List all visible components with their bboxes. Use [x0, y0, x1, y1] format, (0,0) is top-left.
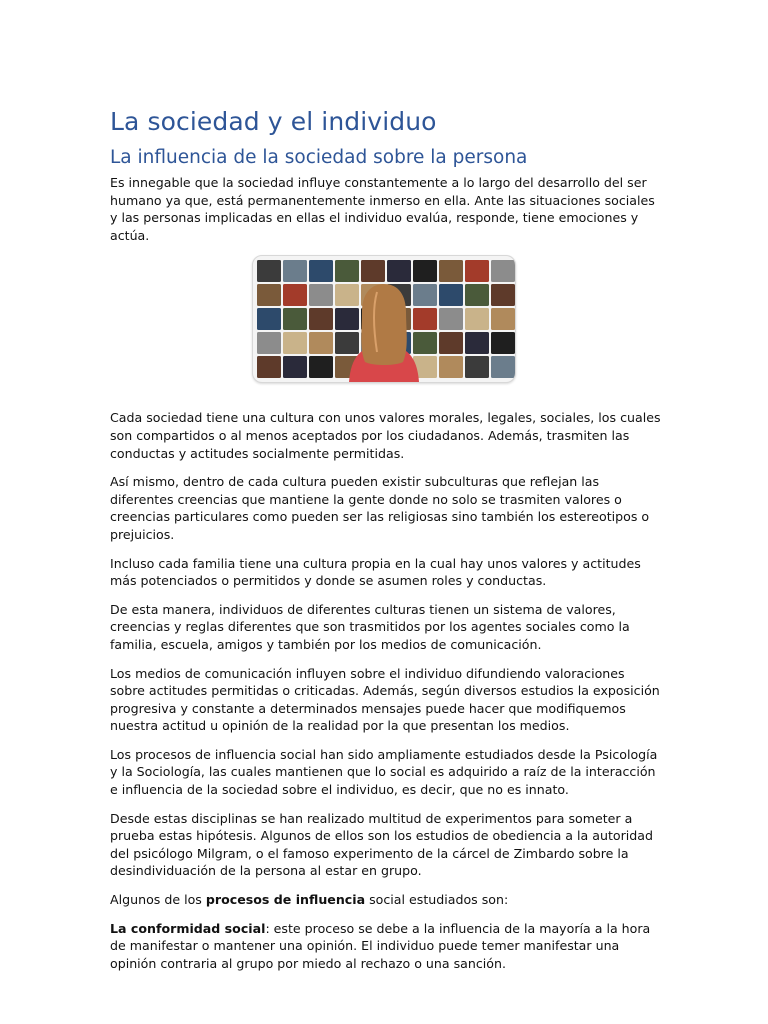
photo-tile: [335, 284, 359, 306]
processes-intro-paragraph: [110, 891, 662, 909]
photo-tile: [257, 260, 281, 282]
photo-tile: [465, 284, 489, 306]
body-paragraph: Los medios de comunicación influyen sobre el individuo difundiendo valoraciones sobre actitudes permitidas o criticadas. Además, según diversos estudios la exposición progresiva y constante a determinados mensajes puede hacer que modifiquemos nuestra actitud u opinión de la realidad por la que presentan los medios.: [110, 665, 660, 734]
photo-tile: [283, 284, 307, 306]
photo-tile: [309, 356, 333, 378]
photo-tile: [283, 260, 307, 282]
photo-tile: [257, 332, 281, 354]
photo-tile: [465, 356, 489, 378]
photo-tile: [283, 332, 307, 354]
body-paragraph: Así mismo, dentro de cada cultura pueden existir subculturas que reflejan las diferentes creencias que mantiene la gente donde no solo se trasmiten valores o creencias particulares como pueden ser las religiosas sino también los estereotipos o prejuicios.: [110, 474, 650, 542]
illustration-image: [252, 255, 516, 383]
photo-tile: [465, 332, 489, 354]
photo-tile: [439, 308, 463, 330]
photo-tile: [387, 260, 411, 282]
body-paragraph: Cada sociedad tiene una cultura con unos valores morales, legales, sociales, los cuales son compartidos o al menos aceptados por los ciudadanos. Además, trasmiten las conductas y actitudes socialmente permitidas.: [110, 410, 661, 461]
photo-tile: [335, 308, 359, 330]
processes-intro-bold: procesos de influencia: [205, 892, 366, 908]
photo-tile: [309, 260, 333, 282]
photo-tile: [465, 308, 489, 330]
photo-tile: [413, 260, 437, 282]
photo-tile: [335, 332, 359, 354]
photo-tile: [257, 356, 281, 378]
photo-tile: [413, 308, 437, 330]
photo-tile: [257, 308, 281, 330]
photo-tile: [309, 332, 333, 354]
photo-tile: [491, 284, 515, 306]
conformity-term: La conformidad social: [110, 920, 266, 936]
photo-tile: [439, 332, 463, 354]
body-paragraph: Los procesos de influencia social han sido ampliamente estudiados desde la Psicología y la Sociología, las cuales mantienen que lo social es adquirido a raíz de la interacción e influencia de la sociedad sobre el individuo, es decir, que no es innato.: [110, 746, 658, 798]
photo-tile: [257, 284, 281, 306]
page-subtitle: La influencia de la sociedad sobre la persona: [110, 147, 528, 168]
woman-facing-video-wall-illustration: [253, 256, 515, 382]
intro-paragraph: Es innegable que la sociedad influye constantemente a lo largo del desarrollo del ser humano ya que, está permanentemente inmerso en ella. Ante las situaciones sociales y las personas implicadas en ellas el individuo evalúa, responde, tiene emociones y actúa.: [110, 175, 655, 243]
photo-tile: [439, 356, 463, 378]
document-page: [110, 104, 662, 983]
photo-tile: [465, 260, 489, 282]
photo-tile: [413, 332, 437, 354]
body-paragraph: Incluso cada familia tiene una cultura propia en la cual hay unos valores y actitudes más potenciados o permitidos y donde se asumen roles y conductas.: [110, 555, 641, 589]
conformity-text: : este proceso se debe a la influencia de la mayoría a la hora de manifestar o mantener una opinión. El individuo puede temer manifestar una opinión contraria al grupo por miedo al rechazo o una sanción.: [110, 920, 651, 971]
processes-intro-after: social estudiados son:: [365, 892, 509, 908]
photo-tile: [335, 260, 359, 282]
body-paragraph: De esta manera, individuos de diferentes culturas tienen un sistema de valores, creencias y reglas diferentes que son trasmitidos por los agentes sociales como la familia, escuela, amigos y también por los medios de comunicación.: [110, 601, 630, 652]
photo-tile: [309, 308, 333, 330]
photo-tile: [491, 332, 515, 354]
photo-tile: [491, 260, 515, 282]
photo-tile: [413, 284, 437, 306]
page-title: La sociedad y el individuo: [110, 107, 437, 136]
photo-tile: [361, 260, 385, 282]
photo-tile: [283, 356, 307, 378]
woman-hair: [361, 284, 407, 365]
photo-tile: [491, 308, 515, 330]
photo-tile: [439, 260, 463, 282]
photo-tile: [309, 284, 333, 306]
conformity-paragraph: [110, 920, 662, 973]
photo-tile: [439, 284, 463, 306]
processes-intro-before: Algunos de los: [110, 892, 206, 908]
photo-tile: [283, 308, 307, 330]
body-paragraph: Desde estas disciplinas se han realizado multitud de experimentos para someter a prueba estas hipótesis. Algunos de ellos son los estudios de obediencia a la autoridad del psicólogo Milgram, o el famoso experimento de la cárcel de Zimbardo sobre la desindividuación de la persona al estar en grupo.: [110, 810, 653, 879]
photo-tile: [491, 356, 515, 378]
